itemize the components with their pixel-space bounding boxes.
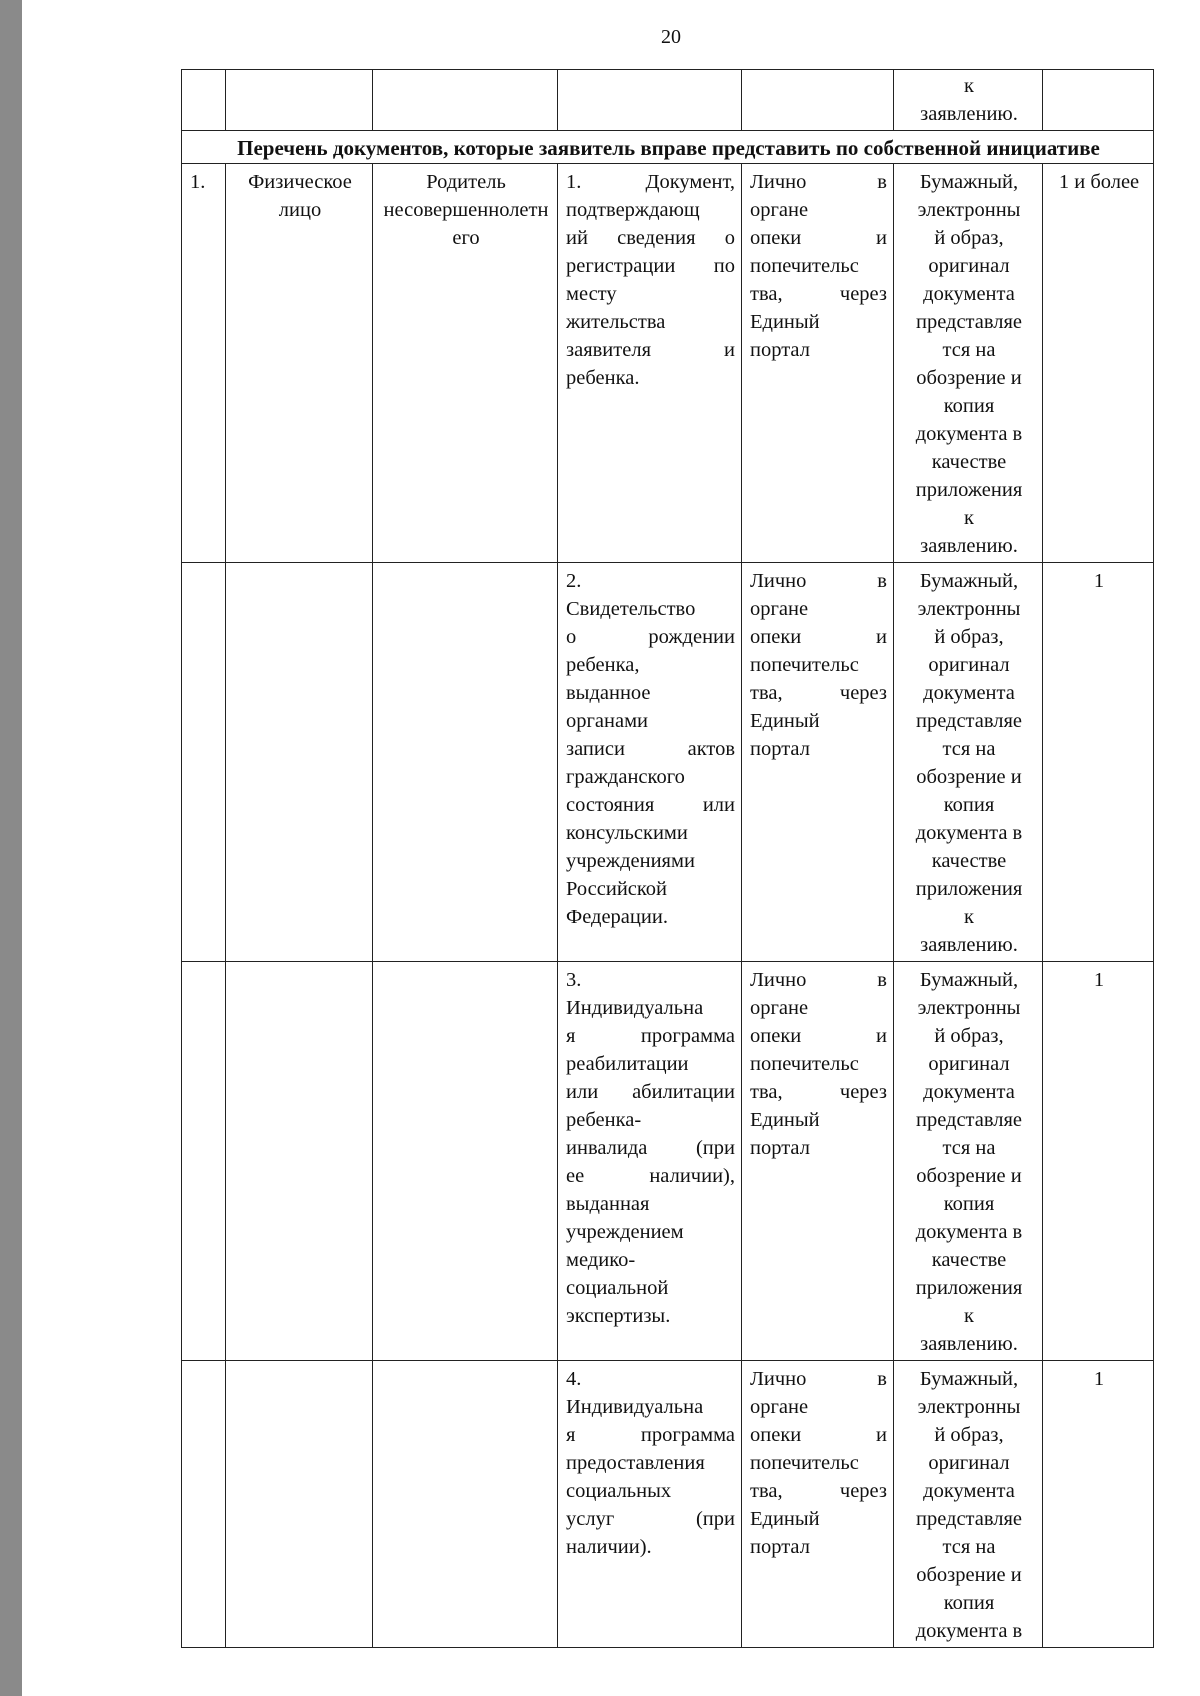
cell-num: [182, 962, 226, 1361]
text-line: качестве: [931, 1249, 1007, 1271]
cell-applicant: [373, 70, 558, 131]
cell-document: [558, 1361, 742, 1648]
text-line: Индивидуальна: [566, 997, 704, 1019]
text-line: документа в: [915, 822, 1023, 844]
text-line: попечительс: [750, 654, 859, 676]
cell-applicant: [373, 962, 558, 1361]
text-line: й образ,: [934, 227, 1004, 249]
text-line: электронны: [917, 199, 1021, 221]
cell-applicant: [373, 1361, 558, 1648]
text-line: портал: [750, 1536, 810, 1558]
table-body: [182, 164, 1154, 1648]
table-row: [182, 1361, 1154, 1648]
text-line: портал: [750, 339, 810, 361]
text-line: копия: [943, 395, 995, 417]
text-line: копия: [943, 1592, 995, 1614]
cell-count: 1: [1043, 1361, 1154, 1648]
text-line: состояния или: [566, 794, 735, 816]
text-line: й образ,: [934, 1025, 1004, 1047]
text-line: социальных: [566, 1480, 672, 1502]
text-line: обозрение и: [916, 1165, 1022, 1187]
cell-category: [226, 563, 373, 962]
cell-count: 1: [1043, 563, 1154, 962]
text-line: 4.: [566, 1368, 582, 1390]
table-row: [182, 962, 1154, 1361]
text-line: медико-: [566, 1249, 636, 1271]
text-line: 3.: [566, 969, 582, 991]
text-line: 1. Документ,: [566, 171, 735, 193]
text-line: опеки и: [750, 227, 887, 249]
text-line: к: [964, 75, 974, 97]
cell-num: [182, 70, 226, 131]
text-line: электронны: [917, 1396, 1021, 1418]
section-header: Перечень документов, которые заявитель вправе представить по собственной инициативе: [182, 131, 1154, 164]
cell-count: 1 и более: [1043, 164, 1154, 563]
text-line: обозрение и: [916, 1564, 1022, 1586]
text-line: тся на: [942, 1536, 996, 1558]
text-line: предоставления: [566, 1452, 705, 1474]
text-line: органе: [750, 199, 809, 221]
text-line: я программа: [566, 1424, 735, 1446]
text-line: представляе: [915, 1109, 1023, 1131]
text-line: гражданского: [566, 766, 685, 788]
text-line: услуг (при: [566, 1508, 735, 1530]
text-line: приложения: [915, 479, 1023, 501]
documents-table: [181, 69, 1154, 1648]
text-line: оригинал: [928, 1452, 1010, 1474]
text-line: опеки и: [750, 1025, 887, 1047]
cell-format: [894, 962, 1043, 1361]
text-line: к: [964, 906, 974, 928]
text-line: консульскими: [566, 822, 688, 844]
text-line: к: [964, 507, 974, 529]
text-line: обозрение и: [916, 367, 1022, 389]
text-line: оригинал: [928, 255, 1010, 277]
text-line: оригинал: [928, 654, 1010, 676]
text-line: приложения: [915, 878, 1023, 900]
text-line: тся на: [942, 1137, 996, 1159]
text-line: тва, через: [750, 682, 887, 704]
text-line: регистрации по: [566, 255, 735, 277]
cell-method: [742, 962, 894, 1361]
text-line: выданная: [566, 1193, 650, 1215]
cell-num: [182, 563, 226, 962]
text-line: органе: [750, 997, 809, 1019]
text-line: й образ,: [934, 1424, 1004, 1446]
text-line: ребенка,: [566, 654, 640, 676]
text-line: заявителя и: [566, 339, 735, 361]
text-line: приложения: [915, 1277, 1023, 1299]
text-line: оригинал: [928, 1053, 1010, 1075]
cell-applicant: Родитель несовершеннолетнего: [373, 164, 558, 563]
page-number: 20: [661, 26, 681, 48]
text-line: Лично в: [750, 1368, 887, 1390]
cell-method: [742, 164, 894, 563]
cell-num: 1.: [182, 164, 226, 563]
text-line: подтверждающ: [566, 199, 700, 221]
text-line: Единый: [750, 710, 820, 732]
text-line: заявлению.: [920, 934, 1018, 956]
cell-category: Физическое лицо: [226, 164, 373, 563]
text-line: записи актов: [566, 738, 735, 760]
table-row: [182, 563, 1154, 962]
text-line: о рождении: [566, 626, 735, 648]
cell-count: 1: [1043, 962, 1154, 1361]
text-line: попечительс: [750, 255, 859, 277]
cell-method: [742, 1361, 894, 1648]
text-line: документа в: [915, 1620, 1023, 1642]
text-line: Единый: [750, 311, 820, 333]
text-line: Бумажный,: [919, 570, 1019, 592]
cell-category: [226, 962, 373, 1361]
text-line: документа: [923, 682, 1015, 704]
text-line: портал: [750, 1137, 810, 1159]
text-line: Единый: [750, 1109, 820, 1131]
text-line: представляе: [915, 1508, 1023, 1530]
text-line: тва, через: [750, 1480, 887, 1502]
text-line: к: [964, 1305, 974, 1327]
text-line: выданное: [566, 682, 651, 704]
text-line: попечительс: [750, 1452, 859, 1474]
table-row: [182, 164, 1154, 563]
table-row: [182, 70, 1154, 131]
text-line: й образ,: [934, 626, 1004, 648]
text-line: наличии).: [566, 1536, 652, 1558]
text-line: Лично в: [750, 570, 887, 592]
cell-applicant: [373, 563, 558, 962]
text-line: опеки и: [750, 626, 887, 648]
text-line: Свидетельство: [566, 598, 696, 620]
text-line: Индивидуальна: [566, 1396, 704, 1418]
text-line: реабилитации: [566, 1053, 689, 1075]
text-line: документа в: [915, 1221, 1023, 1243]
cell-document: [558, 70, 742, 131]
text-line: электронны: [917, 997, 1021, 1019]
text-line: портал: [750, 738, 810, 760]
text-line: документа: [923, 1480, 1015, 1502]
cell-document: [558, 962, 742, 1361]
text-line: учреждениями: [566, 850, 695, 872]
text-line: заявлению.: [920, 1333, 1018, 1355]
text-line: учреждением: [566, 1221, 684, 1243]
text-line: документа: [923, 1081, 1015, 1103]
text-line: Лично в: [750, 969, 887, 991]
text-line: 2.: [566, 570, 582, 592]
text-line: Бумажный,: [919, 969, 1019, 991]
cell-method: [742, 70, 894, 131]
text-line: копия: [943, 794, 995, 816]
text-line: заявлению.: [920, 535, 1018, 557]
text-line: ребенка-: [566, 1109, 642, 1131]
text-line: представляе: [915, 710, 1023, 732]
text-line: тся на: [942, 738, 996, 760]
text-line: Лично в: [750, 171, 887, 193]
cell-category: [226, 70, 373, 131]
cell-num: [182, 1361, 226, 1648]
cell-document: [558, 563, 742, 962]
text-line: попечительс: [750, 1053, 859, 1075]
text-line: инвалида (при: [566, 1137, 735, 1159]
text-line: жительства: [566, 311, 666, 333]
text-line: социальной: [566, 1277, 669, 1299]
cell-category: [226, 1361, 373, 1648]
text-line: Федерации.: [566, 906, 668, 928]
text-line: ее наличии),: [566, 1165, 735, 1187]
text-line: Единый: [750, 1508, 820, 1530]
cell-count: [1043, 70, 1154, 131]
text-line: документа: [923, 283, 1015, 305]
text-line: качестве: [931, 850, 1007, 872]
text-line: обозрение и: [916, 766, 1022, 788]
text-line: тва, через: [750, 283, 887, 305]
text-line: документа в: [915, 423, 1023, 445]
section-header-row: [182, 131, 1154, 164]
document-page: [22, 0, 1200, 1696]
text-line: органе: [750, 1396, 809, 1418]
text-line: копия: [943, 1193, 995, 1215]
cell-format: [894, 563, 1043, 962]
text-line: электронны: [917, 598, 1021, 620]
text-line: Российской: [566, 878, 668, 900]
text-line: представляе: [915, 311, 1023, 333]
text-line: месту: [566, 283, 617, 305]
cell-document: [558, 164, 742, 563]
text-line: опеки и: [750, 1424, 887, 1446]
cell-format: [894, 164, 1043, 563]
text-line: тва, через: [750, 1081, 887, 1103]
text-line: или абилитации: [566, 1081, 735, 1103]
text-line: органе: [750, 598, 809, 620]
text-line: тся на: [942, 339, 996, 361]
text-line: ребенка.: [566, 367, 640, 389]
cell-method: [742, 563, 894, 962]
text-line: я программа: [566, 1025, 735, 1047]
text-line: качестве: [931, 451, 1007, 473]
text-line: Бумажный,: [919, 171, 1019, 193]
cell-format: [894, 1361, 1043, 1648]
text-line: Бумажный,: [919, 1368, 1019, 1390]
text-line: заявлению.: [920, 103, 1018, 125]
cell-format: [894, 70, 1043, 131]
text-line: ий сведения о: [566, 227, 735, 249]
text-line: органами: [566, 710, 649, 732]
text-line: экспертизы.: [566, 1305, 671, 1327]
